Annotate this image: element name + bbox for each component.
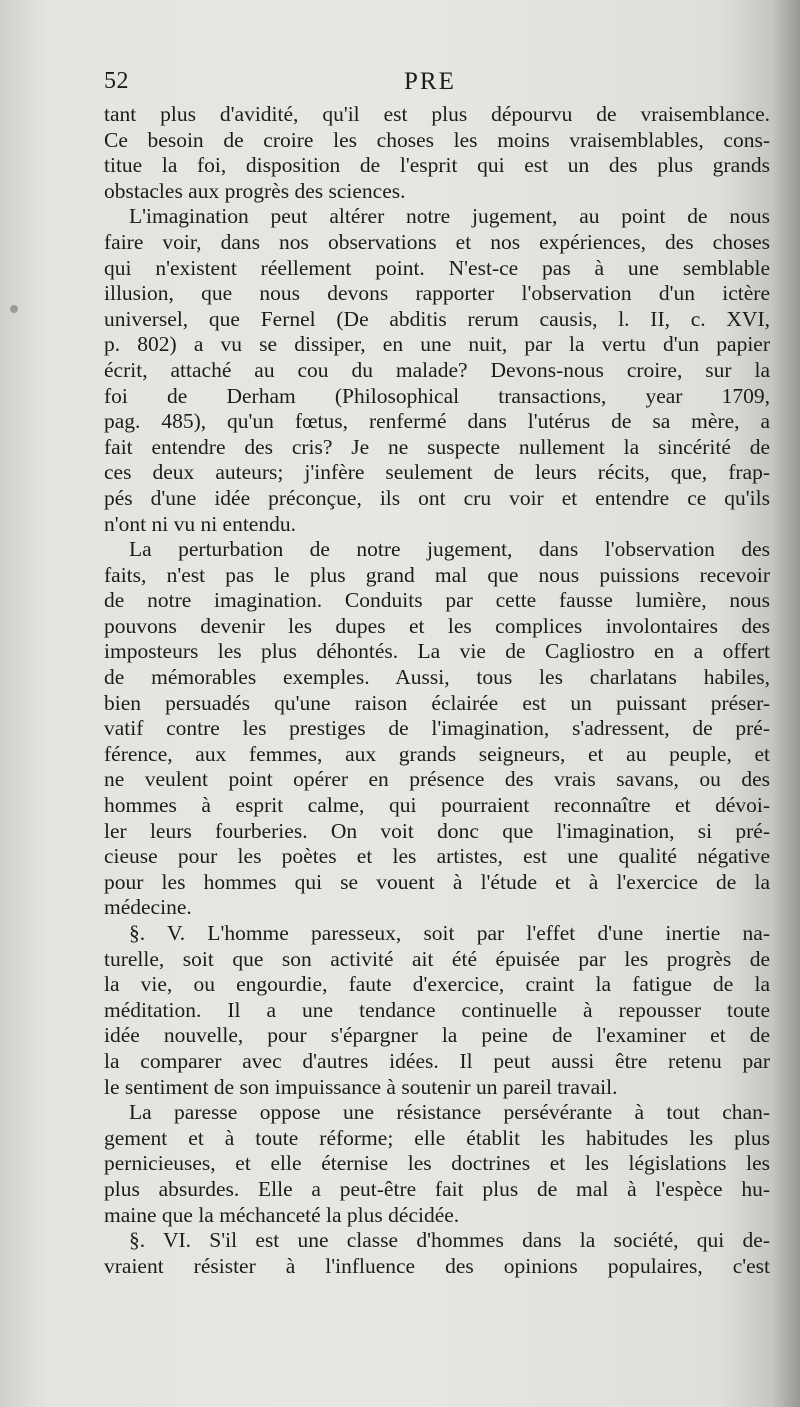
spine-shadow [772,0,800,1407]
text-line: méditation. Il a une tendance continuelle à repousser toute [104,997,770,1022]
text-line: hommes à esprit calme, qui pourraient reconnaître et dévoi- [104,793,770,818]
paper-speck [10,305,18,313]
text-line: §. VI. S'il est une classe d'hommes dans la société, qui de- [129,1228,770,1253]
text-line: ler leurs fourberies. On voit donc que l'imagination, si pré- [104,818,770,843]
text-line: Ce besoin de croire les choses les moins vraisemblables, cons- [104,127,770,152]
text-line: maine que la méchanceté la plus décidée. [104,1202,460,1227]
text-line: p. 802) a vu se dissiper, en une nuit, par la vertu d'un papier [104,332,770,357]
text-line: le sentiment de son impuissance à soutenir un pareil travail. [104,1074,618,1099]
text-line: L'imagination peut altérer notre jugement, au point de nous [129,204,770,229]
text-line: qui n'existent réellement point. N'est-ce pas à une semblable [104,255,770,280]
text-line: de notre imagination. Conduits par cette fausse lumière, nous [104,588,770,613]
text-line: la comparer avec d'autres idées. Il peut aussi être retenu par [104,1048,770,1073]
text-line: médecine. [104,895,192,920]
text-line: férence, aux femmes, aux grands seigneurs, et au peuple, et [104,741,770,766]
text-line: ne veulent point opérer en présence des vrais savans, ou des [104,767,770,792]
text-line: foi de Derham (Philosophical transactions, year 1709, [104,383,770,408]
text-line: plus absurdes. Elle a peut-être fait plus de mal à l'espèce hu- [104,1176,770,1201]
text-line: bien persuadés qu'une raison éclairée est un puissant préser- [104,690,770,715]
text-line: n'ont ni vu ni entendu. [104,511,296,536]
text-line: la vie, ou engourdie, faute d'exercice, craint la fatigue de la [104,972,770,997]
text-line: pernicieuses, et elle éternise les doctrines et les législations les [104,1151,770,1176]
text-line: gement et à toute réforme; elle établit les habitudes les plus [104,1125,770,1150]
text-line: vatif contre les prestiges de l'imagination, s'adressent, de pré- [104,716,770,741]
page-header [104,68,770,98]
text-line: fait entendre des cris? Je ne suspecte nullement la sincérité de [104,434,770,459]
text-line: vraient résister à l'influence des opinions populaires, c'est [104,1253,770,1278]
body-text [104,102,770,1279]
text-line: cieuse pour les poètes et les artistes, est une qualité négative [104,844,770,869]
running-head: PRE [404,68,456,95]
text-line: tant plus d'avidité, qu'il est plus dépourvu de vraisemblance. [104,102,770,126]
text-line: obstacles aux progrès des sciences. [104,178,406,203]
text-line: de mémorables exemples. Aussi, tous les charlatans habiles, [104,665,770,690]
text-line: ces deux auteurs; j'infère seulement de leurs récits, que, frap- [104,460,770,485]
text-line: faire voir, dans nos observations et nos expériences, des choses [104,229,770,254]
text-line: turelle, soit que son activité ait été épuisée par les progrès de [104,946,770,971]
text-line: universel, que Fernel (De abditis rerum causis, l. II, c. XVI, [104,306,770,331]
text-line: pour les hommes qui se vouent à l'étude et à l'exercice de la [104,869,770,894]
text-line: pouvons devenir les dupes et les complices involontaires des [104,613,770,638]
text-line: idée nouvelle, pour s'épargner la peine de l'examiner et de [104,1023,770,1048]
text-line: La perturbation de notre jugement, dans l'observation des [129,537,770,562]
text-line: imposteurs les plus déhontés. La vie de Cagliostro en a offert [104,639,770,664]
text-line: La paresse oppose une résistance persévérante à tout chan- [129,1100,770,1125]
text-line: §. V. L'homme paresseux, soit par l'effet d'une inertie na- [129,921,770,945]
text-line: illusion, que nous devons rapporter l'observation d'un ictère [104,281,770,306]
text-line: pés d'une idée préconçue, ils ont cru voir et entendre ce qu'ils [104,485,770,510]
page-number: 52 [104,68,129,94]
text-line: faits, n'est pas le plus grand mal que nous puissions recevoir [104,562,770,587]
text-line: titue la foi, disposition de l'esprit qui est un des plus grands [104,153,770,178]
text-line: écrit, attaché au cou du malade? Devons-nous croire, sur la [104,357,770,382]
text-line: pag. 485), qu'un fœtus, renfermé dans l'utérus de sa mère, a [104,409,770,434]
